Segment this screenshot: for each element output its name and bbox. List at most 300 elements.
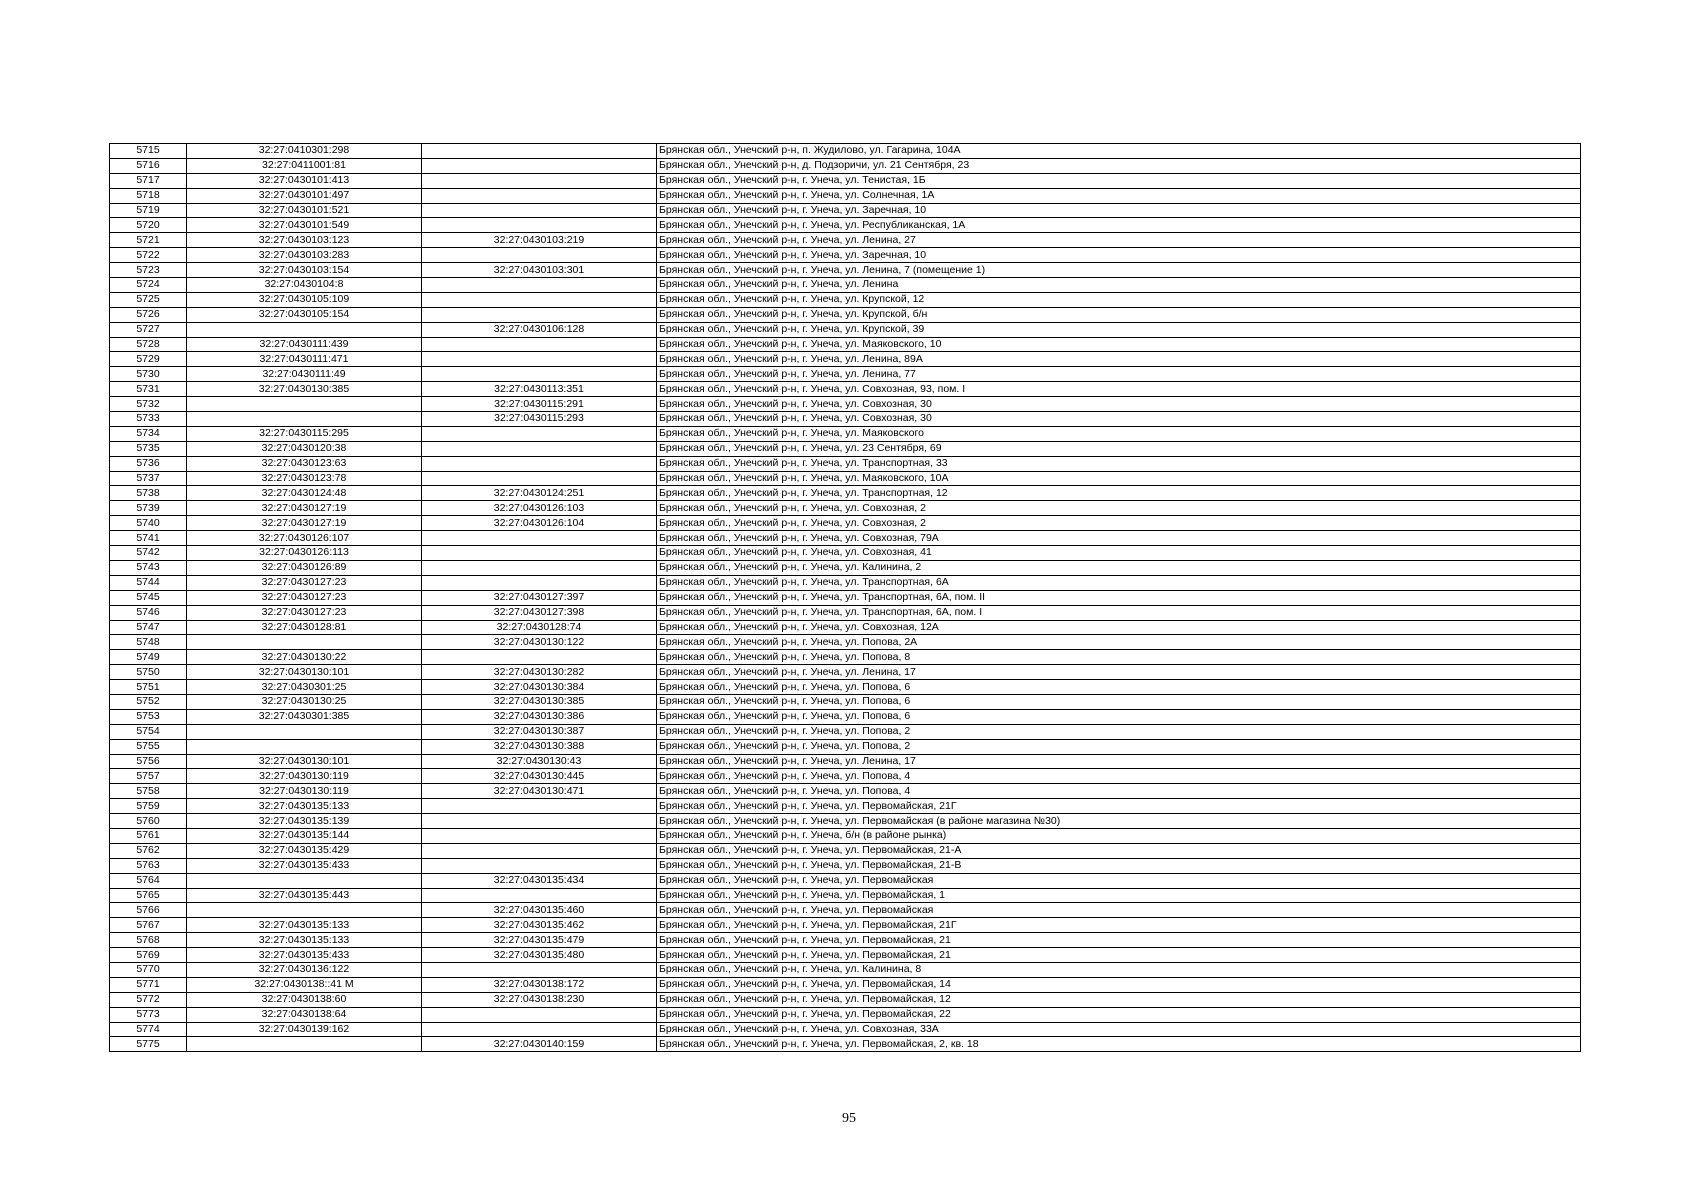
object-cadastral-number-cell: 32:27:0430130:384 [422,680,657,695]
object-cadastral-number-cell [422,456,657,471]
row-number-cell: 5721 [110,233,187,248]
table-row [110,441,1581,456]
row-number-cell: 5751 [110,680,187,695]
address-cell: Брянская обл., Унечский р-н, г. Унеча, ул. Попова, 4 [657,784,1581,799]
row-number-cell: 5769 [110,948,187,963]
object-cadastral-number-cell: 32:27:0430138:230 [422,992,657,1007]
cadastral-number-cell: 32:27:0430301:385 [187,709,422,724]
table-row [110,769,1581,784]
row-number-cell: 5725 [110,292,187,307]
cadastral-number-cell: 32:27:0430130:25 [187,694,422,709]
address-cell: Брянская обл., Унечский р-н, г. Унеча, ул. Совхозная, 30 [657,397,1581,412]
cadastral-number-cell: 32:27:0430128:81 [187,620,422,635]
row-number-cell: 5739 [110,501,187,516]
cadastral-number-cell [187,412,422,427]
cadastral-number-cell: 32:27:0430126:89 [187,560,422,575]
cadastral-number-cell: 32:27:0430111:49 [187,367,422,382]
object-cadastral-number-cell [422,248,657,263]
table-row [110,233,1581,248]
address-cell: Брянская обл., Унечский р-н, г. Унеча, ул. Заречная, 10 [657,248,1581,263]
table-row [110,144,1581,159]
object-cadastral-number-cell: 32:27:0430113:351 [422,382,657,397]
cadastral-number-cell: 32:27:0430138:64 [187,1007,422,1022]
cadastral-number-cell: 32:27:0430101:521 [187,203,422,218]
table-body [110,144,1581,1052]
row-number-cell: 5718 [110,188,187,203]
cadastral-number-cell [187,635,422,650]
row-number-cell: 5755 [110,739,187,754]
row-number-cell: 5744 [110,575,187,590]
table-row [110,784,1581,799]
row-number-cell: 5715 [110,144,187,159]
table-row [110,933,1581,948]
table-row [110,248,1581,263]
object-cadastral-number-cell: 32:27:0430127:398 [422,605,657,620]
cadastral-number-cell: 32:27:0430135:429 [187,843,422,858]
table-row [110,948,1581,963]
address-cell: Брянская обл., Унечский р-н, г. Унеча, ул. Первомайская, 21 [657,933,1581,948]
row-number-cell: 5719 [110,203,187,218]
cadastral-number-cell [187,739,422,754]
table-row [110,173,1581,188]
table-row [110,218,1581,233]
cadastral-number-cell: 32:27:0430135:133 [187,799,422,814]
object-cadastral-number-cell [422,307,657,322]
address-cell: Брянская обл., Унечский р-н, г. Унеча, ул. Совхозная, 79А [657,531,1581,546]
row-number-cell: 5740 [110,516,187,531]
row-number-cell: 5745 [110,590,187,605]
row-number-cell: 5764 [110,873,187,888]
address-cell: Брянская обл., Унечский р-н, г. Унеча, ул. Тенистая, 1Б [657,173,1581,188]
object-cadastral-number-cell: 32:27:0430130:43 [422,754,657,769]
cadastral-number-cell: 32:27:0430130:385 [187,382,422,397]
row-number-cell: 5767 [110,918,187,933]
row-number-cell: 5726 [110,307,187,322]
address-cell: Брянская обл., Унечский р-н, г. Унеча, ул. Ленина, 77 [657,367,1581,382]
table-row [110,828,1581,843]
cadastral-number-cell: 32:27:0430127:19 [187,501,422,516]
row-number-cell: 5756 [110,754,187,769]
cadastral-number-cell: 32:27:0430101:497 [187,188,422,203]
cadastral-number-cell: 32:27:0430127:19 [187,516,422,531]
object-cadastral-number-cell: 32:27:0430103:301 [422,263,657,278]
address-cell: Брянская обл., Унечский р-н, г. Унеча, ул. Совхозная, 12А [657,620,1581,635]
cadastral-number-cell: 32:27:0430126:107 [187,531,422,546]
address-cell: Брянская обл., Унечский р-н, г. Унеча, ул. Ленина, 27 [657,233,1581,248]
address-cell: Брянская обл., Унечский р-н, г. Унеча, ул. Попова, 6 [657,709,1581,724]
address-cell: Брянская обл., Унечский р-н, г. Унеча, ул. Маяковского, 10А [657,471,1581,486]
object-cadastral-number-cell: 32:27:0430128:74 [422,620,657,635]
cadastral-number-cell: 32:27:0430101:413 [187,173,422,188]
row-number-cell: 5748 [110,635,187,650]
object-cadastral-number-cell: 32:27:0430130:388 [422,739,657,754]
address-cell: Брянская обл., Унечский р-н, г. Унеча, ул. Крупской, 39 [657,322,1581,337]
row-number-cell: 5753 [110,709,187,724]
cadastral-number-cell: 32:27:0430120:38 [187,441,422,456]
cadastral-number-cell: 32:27:0430135:133 [187,933,422,948]
address-cell: Брянская обл., Унечский р-н, г. Унеча, ул. Маяковского, 10 [657,337,1581,352]
address-cell: Брянская обл., Унечский р-н, г. Унеча, ул. Крупской, 12 [657,292,1581,307]
address-cell: Брянская обл., Унечский р-н, г. Унеча, ул. Транспортная, 12 [657,486,1581,501]
cadastral-number-cell: 32:27:0410301:298 [187,144,422,159]
table-row [110,1037,1581,1052]
address-cell: Брянская обл., Унечский р-н, г. Унеча, ул. Маяковского [657,426,1581,441]
object-cadastral-number-cell [422,575,657,590]
address-cell: Брянская обл., Унечский р-н, г. Унеча, ул. Совхозная, 2 [657,501,1581,516]
table-row [110,888,1581,903]
cadastral-number-cell: 32:27:0430111:471 [187,352,422,367]
table-row [110,382,1581,397]
row-number-cell: 5728 [110,337,187,352]
table-row [110,352,1581,367]
address-cell: Брянская обл., Унечский р-н, г. Унеча, ул. Первомайская [657,903,1581,918]
object-cadastral-number-cell [422,888,657,903]
table-row [110,397,1581,412]
address-cell: Брянская обл., Унечский р-н, г. Унеча, ул. Ленина, 17 [657,665,1581,680]
cadastral-number-cell: 32:27:0430139:162 [187,1022,422,1037]
table-row [110,158,1581,173]
table-row [110,650,1581,665]
address-cell: Брянская обл., Унечский р-н, г. Унеча, ул. Первомайская, 1 [657,888,1581,903]
cadastral-number-cell: 32:27:0430101:549 [187,218,422,233]
address-cell: Брянская обл., Унечский р-н, г. Унеча, ул. Попова, 6 [657,694,1581,709]
table-row [110,531,1581,546]
table-row [110,665,1581,680]
cadastral-number-cell: 32:27:0430301:25 [187,680,422,695]
object-cadastral-number-cell: 32:27:0430115:291 [422,397,657,412]
object-cadastral-number-cell: 32:27:0430135:480 [422,948,657,963]
address-cell: Брянская обл., Унечский р-н, д. Подзоричи, ул. 21 Сентября, 23 [657,158,1581,173]
cadastral-number-cell: 32:27:0430103:283 [187,248,422,263]
row-number-cell: 5717 [110,173,187,188]
object-cadastral-number-cell [422,203,657,218]
object-cadastral-number-cell [422,531,657,546]
object-cadastral-number-cell [422,144,657,159]
row-number-cell: 5771 [110,977,187,992]
address-cell: Брянская обл., Унечский р-н, г. Унеча, ул. Первомайская, 14 [657,977,1581,992]
address-cell: Брянская обл., Унечский р-н, г. Унеча, ул. Первомайская, 21-А [657,843,1581,858]
address-cell: Брянская обл., Унечский р-н, г. Унеча, ул. Совхозная, 30 [657,412,1581,427]
row-number-cell: 5746 [110,605,187,620]
object-cadastral-number-cell: 32:27:0430126:104 [422,516,657,531]
object-cadastral-number-cell [422,546,657,561]
cadastral-number-cell: 32:27:0430138:60 [187,992,422,1007]
row-number-cell: 5736 [110,456,187,471]
row-number-cell: 5774 [110,1022,187,1037]
address-cell: Брянская обл., Унечский р-н, г. Унеча, ул. 23 Сентября, 69 [657,441,1581,456]
address-cell: Брянская обл., Унечский р-н, г. Унеча, ул. Попова, 4 [657,769,1581,784]
object-cadastral-number-cell: 32:27:0430127:397 [422,590,657,605]
table-row [110,471,1581,486]
object-cadastral-number-cell [422,814,657,829]
row-number-cell: 5763 [110,858,187,873]
object-cadastral-number-cell: 32:27:0430135:434 [422,873,657,888]
table-row [110,977,1581,992]
table-row [110,873,1581,888]
row-number-cell: 5727 [110,322,187,337]
table-row [110,426,1581,441]
object-cadastral-number-cell: 32:27:0430130:282 [422,665,657,680]
address-cell: Брянская обл., Унечский р-н, г. Унеча, ул. Транспортная, 6А, пом. I [657,605,1581,620]
row-number-cell: 5724 [110,278,187,293]
object-cadastral-number-cell: 32:27:0430130:387 [422,724,657,739]
row-number-cell: 5770 [110,962,187,977]
row-number-cell: 5735 [110,441,187,456]
table-row [110,724,1581,739]
address-cell: Брянская обл., Унечский р-н, г. Унеча, ул. Попова, 8 [657,650,1581,665]
address-cell: Брянская обл., Унечский р-н, п. Жудилово, ул. Гагарина, 104А [657,144,1581,159]
object-cadastral-number-cell [422,560,657,575]
address-cell: Брянская обл., Унечский р-н, г. Унеча, ул. Совхозная, 93, пом. I [657,382,1581,397]
address-cell: Брянская обл., Унечский р-н, г. Унеча, ул. Ленина, 7 (помещение 1) [657,263,1581,278]
address-cell: Брянская обл., Унечский р-н, г. Унеча, ул. Первомайская, 21Г [657,799,1581,814]
address-cell: Брянская обл., Унечский р-н, г. Унеча, ул. Первомайская [657,873,1581,888]
table-row [110,486,1581,501]
object-cadastral-number-cell: 32:27:0430130:385 [422,694,657,709]
address-cell: Брянская обл., Унечский р-н, г. Унеча, ул. Совхозная, 2 [657,516,1581,531]
cadastral-number-cell: 32:27:0430104:8 [187,278,422,293]
cadastral-number-cell: 32:27:0430123:78 [187,471,422,486]
table-row [110,188,1581,203]
cadastral-number-cell: 32:27:0411001:81 [187,158,422,173]
address-cell: Брянская обл., Унечский р-н, г. Унеча, ул. Ленина [657,278,1581,293]
object-cadastral-number-cell: 32:27:0430103:219 [422,233,657,248]
cadastral-number-cell: 32:27:0430124:48 [187,486,422,501]
address-cell: Брянская обл., Унечский р-н, г. Унеча, ул. Калинина, 8 [657,962,1581,977]
table-row [110,962,1581,977]
row-number-cell: 5738 [110,486,187,501]
address-cell: Брянская обл., Унечский р-н, г. Унеча, ул. Заречная, 10 [657,203,1581,218]
row-number-cell: 5730 [110,367,187,382]
cadastral-number-cell: 32:27:0430103:154 [187,263,422,278]
cadastral-number-cell: 32:27:0430105:154 [187,307,422,322]
row-number-cell: 5734 [110,426,187,441]
object-cadastral-number-cell [422,278,657,293]
table-row [110,590,1581,605]
cadastral-number-cell: 32:27:0430130:119 [187,769,422,784]
row-number-cell: 5723 [110,263,187,278]
object-cadastral-number-cell [422,471,657,486]
table-row [110,292,1581,307]
cadastral-number-cell: 32:27:0430111:439 [187,337,422,352]
object-cadastral-number-cell: 32:27:0430135:462 [422,918,657,933]
object-cadastral-number-cell [422,799,657,814]
row-number-cell: 5716 [110,158,187,173]
table-row [110,367,1581,382]
object-cadastral-number-cell [422,962,657,977]
address-cell: Брянская обл., Унечский р-н, г. Унеча, ул. Транспортная, 6А, пом. II [657,590,1581,605]
cadastral-number-cell [187,322,422,337]
address-cell: Брянская обл., Унечский р-н, г. Унеча, ул. Первомайская, 2, кв. 18 [657,1037,1581,1052]
table-row [110,1007,1581,1022]
row-number-cell: 5775 [110,1037,187,1052]
object-cadastral-number-cell [422,858,657,873]
row-number-cell: 5762 [110,843,187,858]
address-cell: Брянская обл., Унечский р-н, г. Унеча, ул. Совхозная, 41 [657,546,1581,561]
table-row [110,635,1581,650]
table-row [110,858,1581,873]
cadastral-number-cell: 32:27:0430127:23 [187,590,422,605]
page-number: 95 [842,1111,856,1126]
cadastral-number-cell: 32:27:0430135:443 [187,888,422,903]
table-row [110,203,1581,218]
cadastral-number-cell: 32:27:0430135:144 [187,828,422,843]
object-cadastral-number-cell [422,426,657,441]
table-row [110,1022,1581,1037]
cadastral-number-cell: 32:27:0430136:122 [187,962,422,977]
object-cadastral-number-cell [422,292,657,307]
object-cadastral-number-cell: 32:27:0430135:460 [422,903,657,918]
row-number-cell: 5737 [110,471,187,486]
row-number-cell: 5743 [110,560,187,575]
object-cadastral-number-cell: 32:27:0430106:128 [422,322,657,337]
cadastral-number-cell: 32:27:0430135:139 [187,814,422,829]
cadastral-number-cell: 32:27:0430105:109 [187,292,422,307]
row-number-cell: 5729 [110,352,187,367]
object-cadastral-number-cell [422,843,657,858]
address-cell: Брянская обл., Унечский р-н, г. Унеча, ул. Попова, 2 [657,724,1581,739]
cadastral-number-cell: 32:27:0430135:133 [187,918,422,933]
cadastral-number-cell: 32:27:0430103:123 [187,233,422,248]
cadastral-number-cell: 32:27:0430130:119 [187,784,422,799]
table-row [110,739,1581,754]
address-cell: Брянская обл., Унечский р-н, г. Унеча, ул. Ленина, 89А [657,352,1581,367]
cadastral-number-cell [187,873,422,888]
object-cadastral-number-cell [422,158,657,173]
address-cell: Брянская обл., Унечский р-н, г. Унеча, ул. Попова, 2А [657,635,1581,650]
cadastral-number-cell: 32:27:0430130:101 [187,665,422,680]
object-cadastral-number-cell: 32:27:0430130:386 [422,709,657,724]
table-row [110,263,1581,278]
object-cadastral-number-cell [422,173,657,188]
row-number-cell: 5765 [110,888,187,903]
property-table [109,143,1581,1052]
address-cell: Брянская обл., Унечский р-н, г. Унеча, ул. Совхозная, 33А [657,1022,1581,1037]
row-number-cell: 5747 [110,620,187,635]
row-number-cell: 5766 [110,903,187,918]
address-cell: Брянская обл., Унечский р-н, г. Унеча, ул. Республиканская, 1А [657,218,1581,233]
table-row [110,516,1581,531]
object-cadastral-number-cell: 32:27:0430115:293 [422,412,657,427]
row-number-cell: 5742 [110,546,187,561]
table-row [110,799,1581,814]
row-number-cell: 5760 [110,814,187,829]
table-row [110,307,1581,322]
address-cell: Брянская обл., Унечский р-н, г. Унеча, ул. Ленина, 17 [657,754,1581,769]
table-row [110,575,1581,590]
table-row [110,278,1581,293]
table-row [110,456,1581,471]
address-cell: Брянская обл., Унечский р-н, г. Унеча, ул. Первомайская (в районе магазина №30) [657,814,1581,829]
object-cadastral-number-cell: 32:27:0430130:471 [422,784,657,799]
cadastral-number-cell: 32:27:0430130:22 [187,650,422,665]
row-number-cell: 5768 [110,933,187,948]
table-row [110,903,1581,918]
object-cadastral-number-cell: 32:27:0430130:445 [422,769,657,784]
address-cell: Брянская обл., Унечский р-н, г. Унеча, ул. Транспортная, 6А [657,575,1581,590]
table-row [110,605,1581,620]
cadastral-number-cell [187,1037,422,1052]
cadastral-number-cell [187,724,422,739]
cadastral-number-cell: 32:27:0430127:23 [187,575,422,590]
address-cell: Брянская обл., Унечский р-н, г. Унеча, ул. Транспортная, 33 [657,456,1581,471]
object-cadastral-number-cell [422,1007,657,1022]
object-cadastral-number-cell: 32:27:0430130:122 [422,635,657,650]
table-row [110,620,1581,635]
table-row [110,501,1581,516]
cadastral-number-cell: 32:27:0430135:433 [187,948,422,963]
object-cadastral-number-cell: 32:27:0430135:479 [422,933,657,948]
object-cadastral-number-cell: 32:27:0430124:251 [422,486,657,501]
table-row [110,754,1581,769]
row-number-cell: 5773 [110,1007,187,1022]
table-row [110,560,1581,575]
address-cell: Брянская обл., Унечский р-н, г. Унеча, ул. Крупской, б/н [657,307,1581,322]
address-cell: Брянская обл., Унечский р-н, г. Унеча, ул. Первомайская, 12 [657,992,1581,1007]
object-cadastral-number-cell [422,828,657,843]
row-number-cell: 5749 [110,650,187,665]
object-cadastral-number-cell: 32:27:0430140:159 [422,1037,657,1052]
object-cadastral-number-cell [422,218,657,233]
table-row [110,814,1581,829]
row-number-cell: 5732 [110,397,187,412]
object-cadastral-number-cell [422,650,657,665]
row-number-cell: 5761 [110,828,187,843]
table-row [110,918,1581,933]
row-number-cell: 5754 [110,724,187,739]
row-number-cell: 5759 [110,799,187,814]
object-cadastral-number-cell [422,337,657,352]
cadastral-number-cell: 32:27:0430115:295 [187,426,422,441]
address-cell: Брянская обл., Унечский р-н, г. Унеча, ул. Солнечная, 1А [657,188,1581,203]
row-number-cell: 5722 [110,248,187,263]
object-cadastral-number-cell [422,441,657,456]
table-row [110,680,1581,695]
table-row [110,843,1581,858]
address-cell: Брянская обл., Унечский р-н, г. Унеча, ул. Первомайская, 22 [657,1007,1581,1022]
object-cadastral-number-cell [422,1022,657,1037]
table-row [110,992,1581,1007]
row-number-cell: 5752 [110,694,187,709]
cadastral-number-cell: 32:27:0430127:23 [187,605,422,620]
cadastral-number-cell: 32:27:0430138::41 М [187,977,422,992]
table-row [110,709,1581,724]
object-cadastral-number-cell [422,188,657,203]
table-row [110,337,1581,352]
row-number-cell: 5731 [110,382,187,397]
cadastral-number-cell [187,397,422,412]
address-cell: Брянская обл., Унечский р-н, г. Унеча, ул. Калинина, 2 [657,560,1581,575]
row-number-cell: 5758 [110,784,187,799]
address-cell: Брянская обл., Унечский р-н, г. Унеча, ул. Попова, 2 [657,739,1581,754]
row-number-cell: 5772 [110,992,187,1007]
table-row [110,412,1581,427]
row-number-cell: 5733 [110,412,187,427]
cadastral-number-cell: 32:27:0430123:63 [187,456,422,471]
address-cell: Брянская обл., Унечский р-н, г. Унеча, ул. Первомайская, 21Г [657,918,1581,933]
address-cell: Брянская обл., Унечский р-н, г. Унеча, ул. Попова, 6 [657,680,1581,695]
row-number-cell: 5720 [110,218,187,233]
object-cadastral-number-cell [422,352,657,367]
cadastral-number-cell: 32:27:0430130:101 [187,754,422,769]
table-row [110,546,1581,561]
cadastral-number-cell: 32:27:0430126:113 [187,546,422,561]
cadastral-number-cell: 32:27:0430135:433 [187,858,422,873]
object-cadastral-number-cell [422,367,657,382]
address-cell: Брянская обл., Унечский р-н, г. Унеча, б/н (в районе рынка) [657,828,1581,843]
cadastral-number-cell [187,903,422,918]
object-cadastral-number-cell: 32:27:0430138:172 [422,977,657,992]
